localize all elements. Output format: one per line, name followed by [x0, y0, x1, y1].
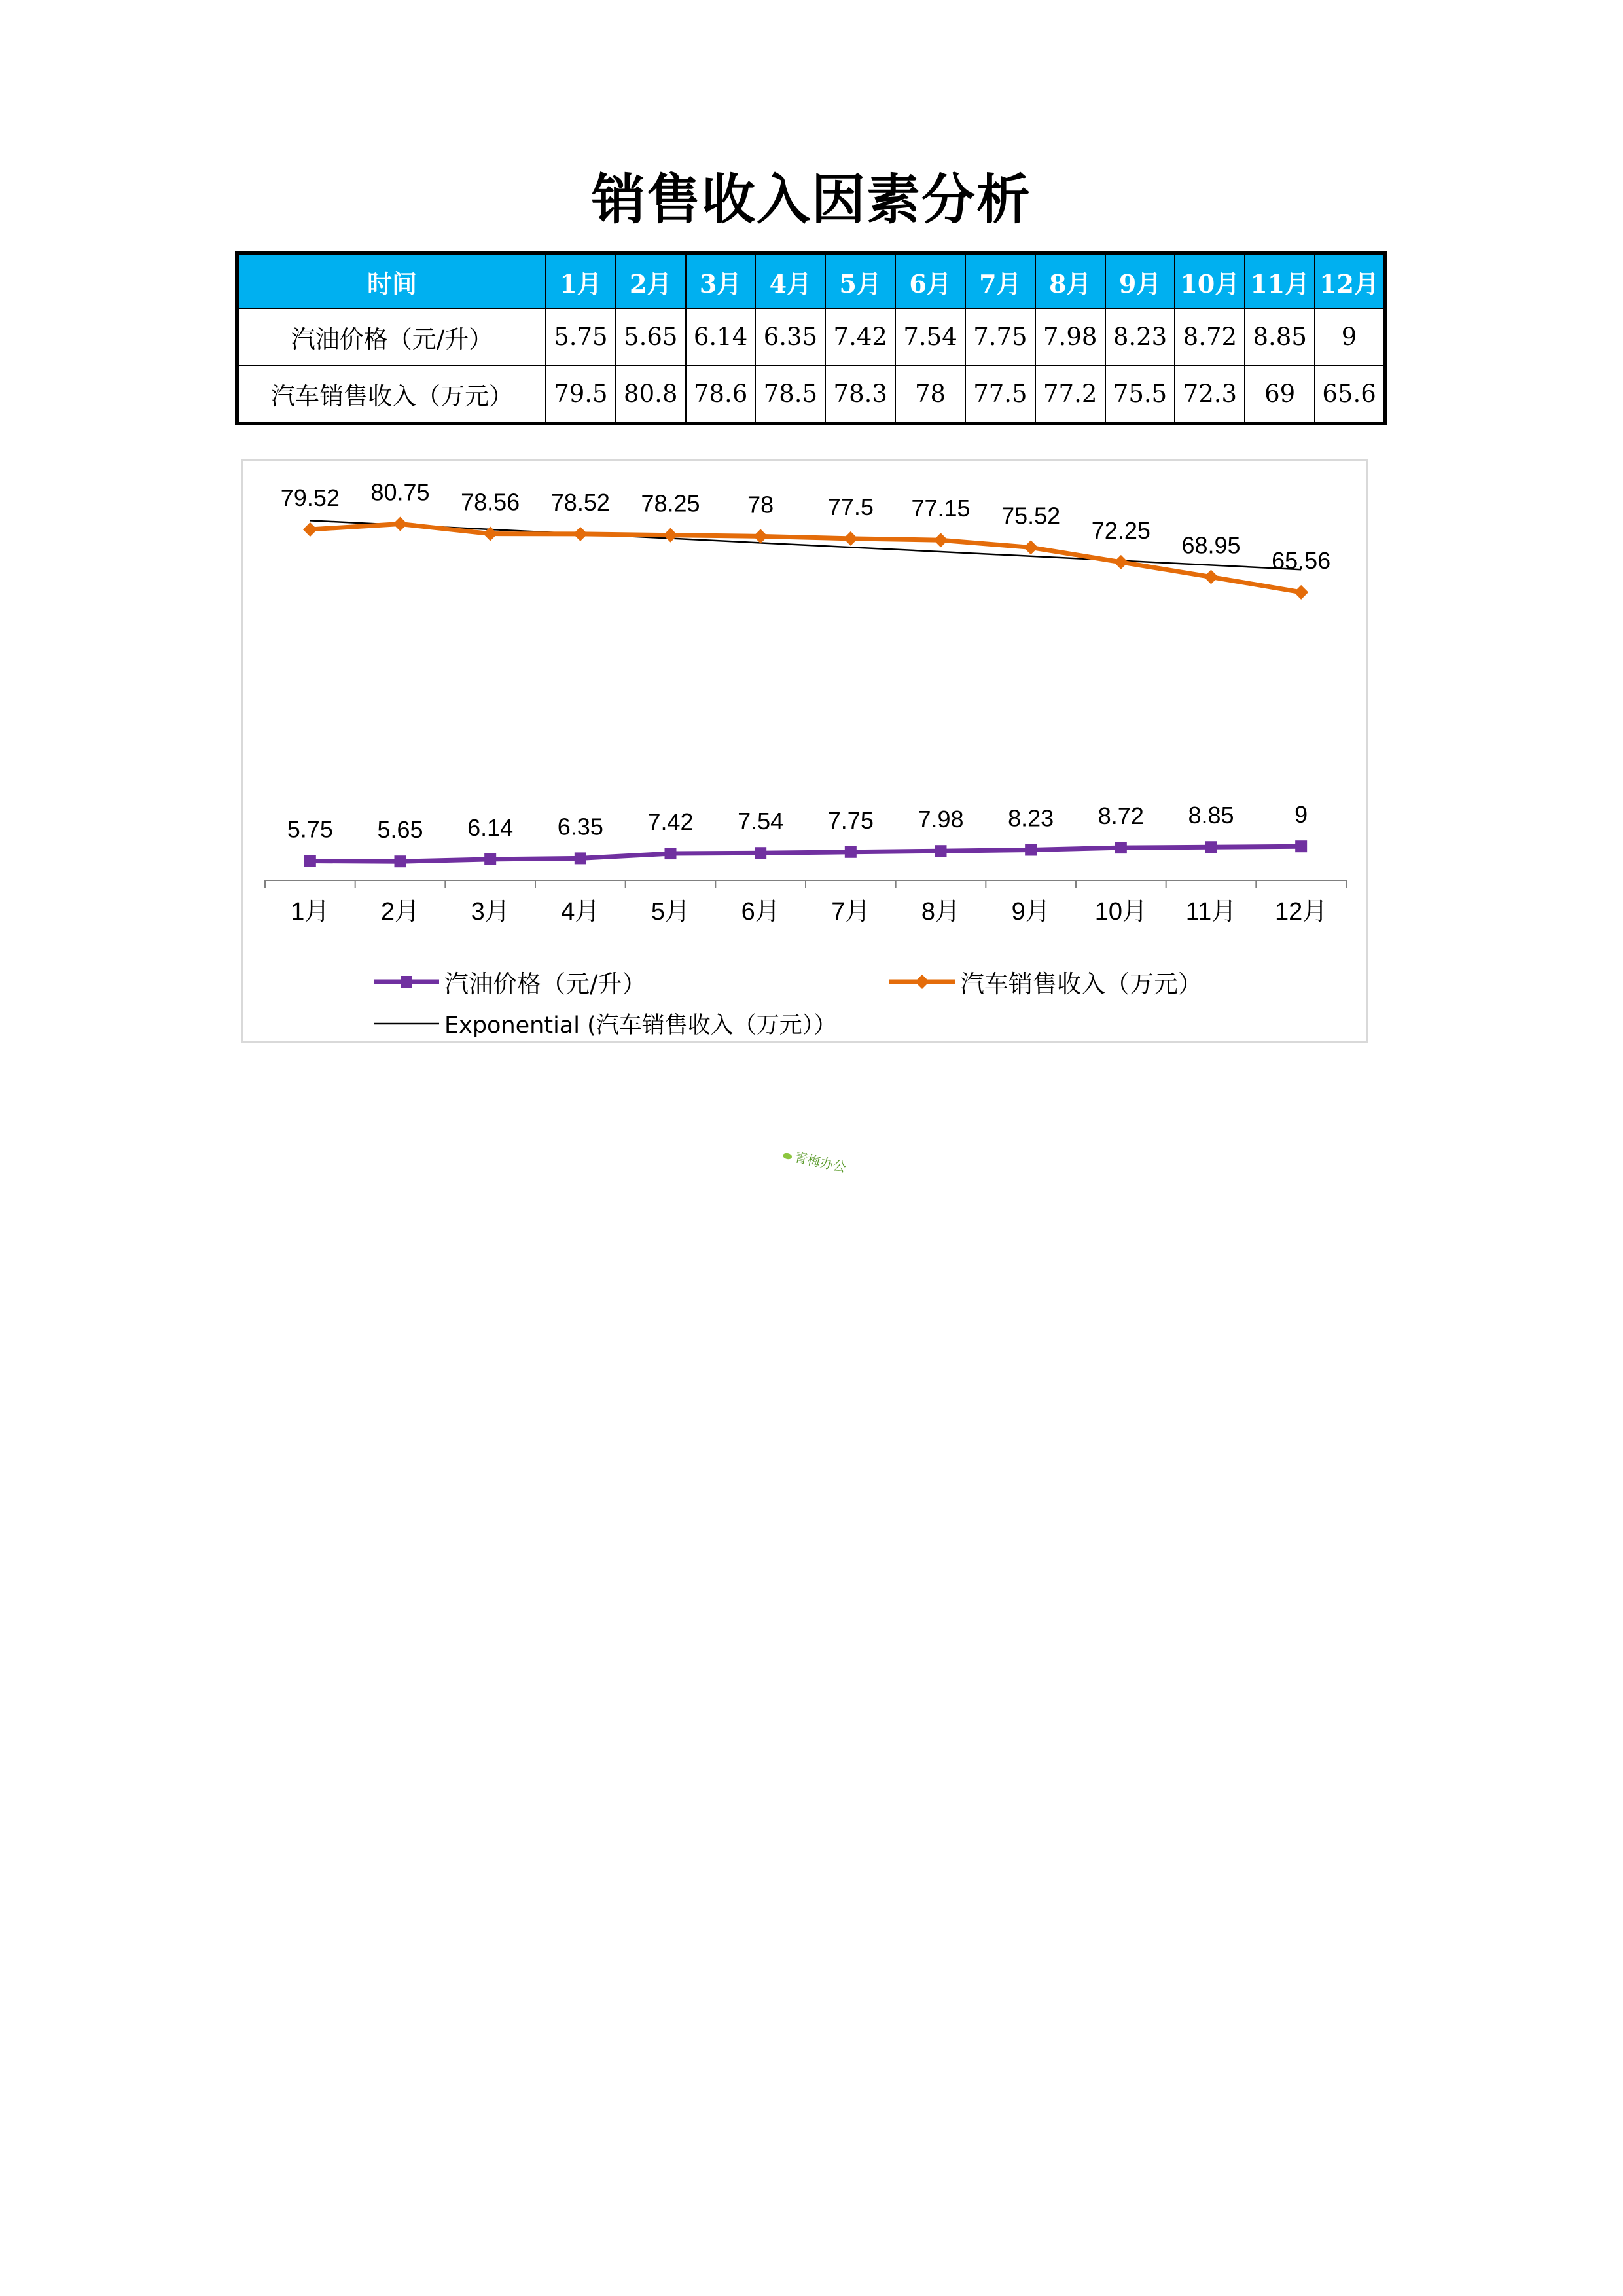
- data-label: 6.14: [467, 814, 514, 841]
- data-label: 78.25: [641, 490, 700, 517]
- table-cell: 78.5: [755, 365, 825, 423]
- legend-item-car-sales: [889, 964, 1202, 999]
- table-cell: 78: [895, 365, 965, 423]
- x-tick-label: 8月: [921, 898, 961, 925]
- table-cell: 5.65: [616, 308, 686, 365]
- page-title: 销售收入因素分析: [591, 168, 1031, 231]
- data-label: 8.72: [1097, 802, 1144, 830]
- table-cell: 7.42: [825, 308, 895, 365]
- data-point-marker: [1295, 840, 1307, 852]
- table-cell: 72.3: [1175, 365, 1245, 423]
- data-point-marker: [573, 527, 588, 541]
- table-header-month: 9月: [1105, 253, 1175, 308]
- table-cell: 8.72: [1175, 308, 1245, 365]
- data-label: 8.23: [1008, 804, 1054, 832]
- data-point-marker: [755, 847, 766, 859]
- legend-label-gas-price: 汽油价格（元/升）: [444, 970, 647, 998]
- table-cell: 9: [1315, 308, 1385, 365]
- table-header-month: 11月: [1245, 253, 1315, 308]
- data-table: [235, 251, 1387, 425]
- row-label: 汽油价格（元/升）: [237, 308, 546, 365]
- table-cell: 78.3: [825, 365, 895, 423]
- data-label: 7.75: [827, 806, 874, 834]
- table-header-month: 4月: [755, 253, 825, 308]
- table-cell: 8.23: [1105, 308, 1175, 365]
- x-tick-label: 4月: [561, 898, 600, 925]
- table-cell: 7.98: [1035, 308, 1105, 365]
- legend-label-car-sales: 汽车销售收入（万元）: [960, 970, 1202, 998]
- table-row-car-sales: [237, 365, 1385, 423]
- data-point-marker: [753, 529, 768, 543]
- legend-swatch-trendline: [374, 1017, 439, 1030]
- data-point-marker: [1114, 555, 1128, 569]
- watermark-logo: [781, 1144, 848, 1176]
- x-tick-label: 6月: [741, 898, 780, 925]
- data-label: 75.52: [1001, 502, 1061, 529]
- data-label: 7.54: [738, 808, 784, 835]
- data-point-marker: [1115, 842, 1127, 853]
- x-tick-label: 10月: [1094, 898, 1147, 925]
- x-tick-label: 7月: [831, 898, 870, 925]
- legend-label-trendline: Exponential (汽车销售收入（万元））: [444, 1013, 837, 1039]
- data-label: 80.75: [370, 478, 430, 506]
- data-point-marker: [303, 522, 317, 537]
- x-tick-label: 1月: [291, 898, 330, 925]
- line-chart: [243, 461, 1366, 1041]
- series-line-0: [310, 846, 1301, 861]
- table-header-month: 3月: [686, 253, 756, 308]
- data-label: 68.95: [1181, 531, 1241, 559]
- legend-swatch-car-sales: [889, 972, 955, 992]
- table-header-month: 5月: [825, 253, 895, 308]
- data-point-marker: [395, 855, 406, 867]
- table-cell: 75.5: [1105, 365, 1175, 423]
- legend-swatch-gas-price: [374, 972, 439, 992]
- table-header-month: 2月: [616, 253, 686, 308]
- table-cell: 8.85: [1245, 308, 1315, 365]
- data-label: 5.65: [377, 816, 423, 844]
- data-point-marker: [484, 853, 496, 865]
- watermark-text: 青梅办公: [793, 1149, 848, 1175]
- x-tick-label: 12月: [1275, 898, 1328, 925]
- table-header-month: 1月: [546, 253, 616, 308]
- table-header-label: 时间: [237, 253, 546, 308]
- x-tick-label: 9月: [1011, 898, 1050, 925]
- table-cell: 7.54: [895, 308, 965, 365]
- data-point-marker: [934, 533, 948, 547]
- table-row-gas-price: [237, 308, 1385, 365]
- data-label: 77.5: [827, 493, 874, 520]
- data-point-marker: [304, 855, 316, 867]
- data-label: 8.85: [1188, 802, 1234, 829]
- table-header-month: 7月: [965, 253, 1035, 308]
- row-label: 汽车销售收入（万元）: [237, 365, 546, 423]
- data-label: 7.42: [647, 808, 694, 836]
- table-header-row: [237, 253, 1385, 308]
- data-label: 78.52: [550, 488, 610, 516]
- data-point-marker: [575, 852, 586, 864]
- table-header-month: 12月: [1315, 253, 1385, 308]
- data-point-marker: [845, 846, 857, 858]
- data-point-marker: [1024, 540, 1038, 554]
- data-point-marker: [393, 517, 408, 531]
- data-label: 9: [1294, 801, 1308, 829]
- table-cell: 79.5: [546, 365, 616, 423]
- x-tick-label: 2月: [380, 898, 420, 925]
- data-point-marker: [1025, 844, 1037, 855]
- x-tick-label: 5月: [651, 898, 690, 925]
- table-cell: 78.6: [686, 365, 756, 423]
- table-cell: 6.35: [755, 308, 825, 365]
- data-point-marker: [844, 531, 858, 546]
- data-point-marker: [1294, 585, 1308, 600]
- table-cell: 7.75: [965, 308, 1035, 365]
- table-cell: 77.2: [1035, 365, 1105, 423]
- legend-item-trendline: [374, 1007, 836, 1040]
- data-point-marker: [664, 528, 678, 543]
- data-point-marker: [1205, 841, 1217, 853]
- table-header-month: 8月: [1035, 253, 1105, 308]
- data-point-marker: [1204, 570, 1219, 584]
- data-label: 79.52: [280, 484, 340, 511]
- table-cell: 80.8: [616, 365, 686, 423]
- data-label: 77.15: [911, 495, 971, 522]
- table-cell: 65.6: [1315, 365, 1385, 423]
- table-cell: 77.5: [965, 365, 1035, 423]
- data-label: 65.56: [1272, 547, 1331, 574]
- data-label: 78: [747, 491, 774, 518]
- data-label: 78.56: [461, 488, 520, 516]
- table-header-month: 10月: [1175, 253, 1245, 308]
- trendline: [310, 520, 1301, 569]
- table-header-month: 6月: [895, 253, 965, 308]
- table-cell: 5.75: [546, 308, 616, 365]
- data-label: 7.98: [918, 806, 964, 833]
- legend-item-gas-price: [374, 964, 646, 999]
- x-tick-label: 3月: [471, 898, 510, 925]
- data-point-marker: [665, 848, 677, 859]
- leaf-icon: [782, 1153, 793, 1160]
- data-label: 5.75: [287, 816, 333, 843]
- x-tick-label: 11月: [1185, 898, 1237, 925]
- table-cell: 6.14: [686, 308, 756, 365]
- chart-area: [241, 459, 1368, 1043]
- table-cell: 69: [1245, 365, 1315, 423]
- data-label: 72.25: [1091, 516, 1150, 544]
- data-label: 6.35: [557, 813, 603, 840]
- series-line-1: [310, 524, 1301, 592]
- data-point-marker: [935, 845, 947, 857]
